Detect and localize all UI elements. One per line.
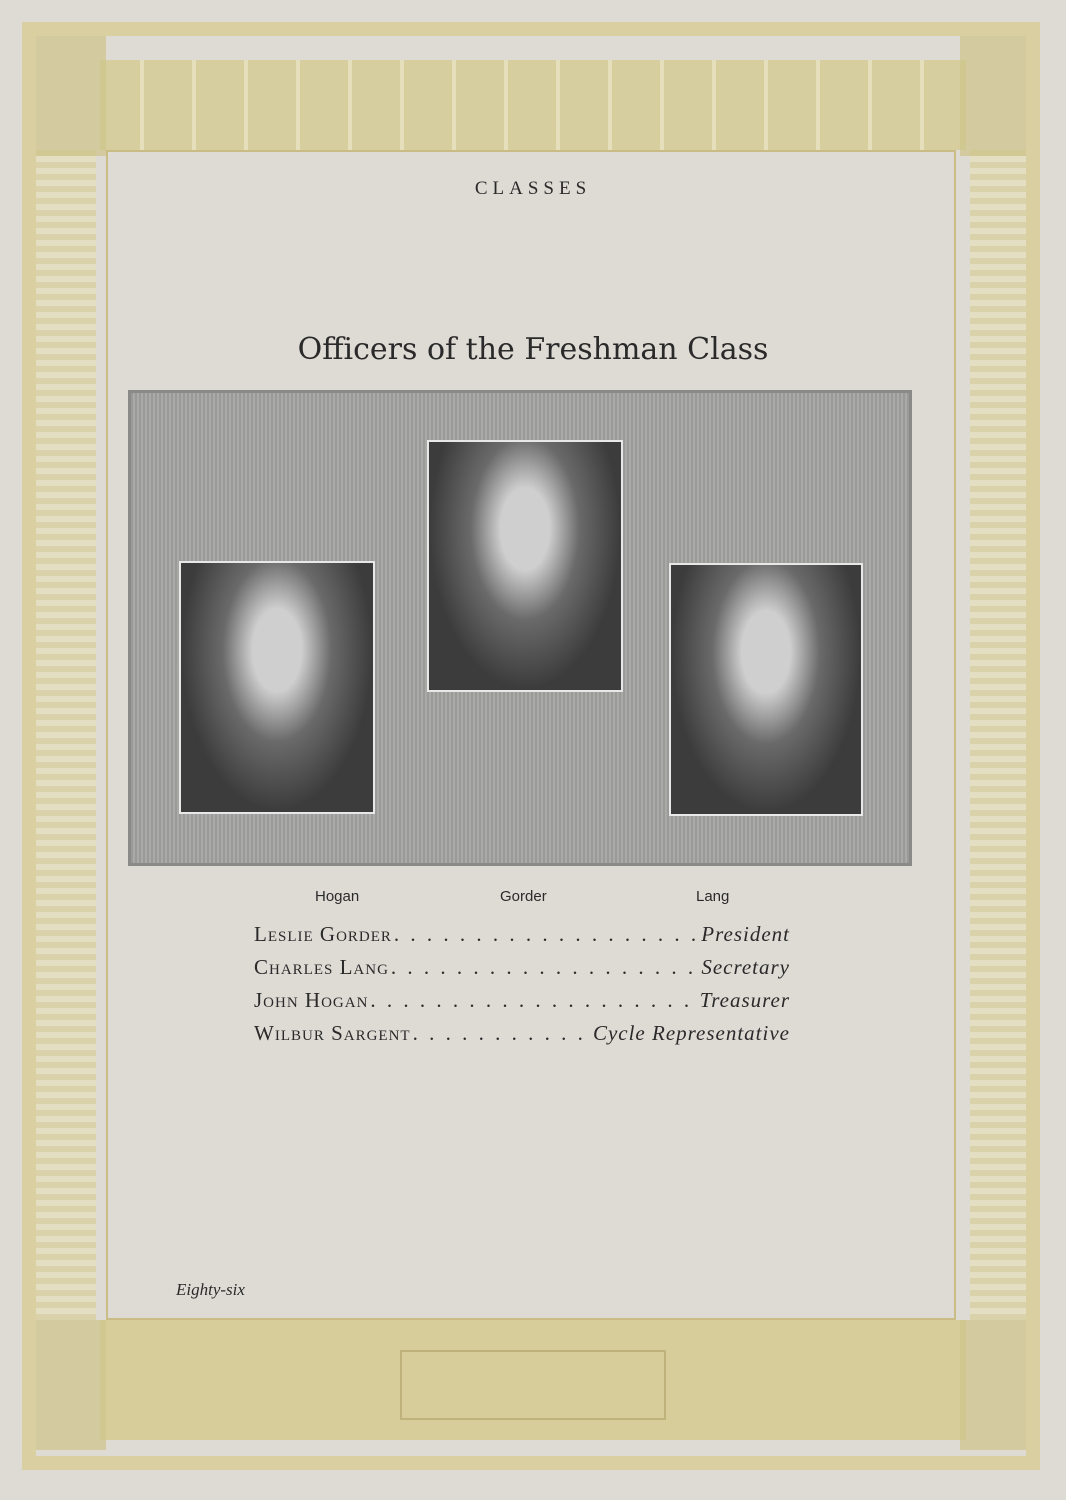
leader-dots (368, 988, 699, 1013)
section-heading: CLASSES (474, 178, 592, 199)
officer-row (254, 1021, 790, 1054)
officer-row (254, 922, 790, 955)
officer-role: Secretary (701, 955, 790, 979)
officer-row (254, 955, 790, 988)
officer-role: Treasurer (699, 988, 790, 1012)
portrait-gorder (427, 440, 623, 692)
leader-dots (389, 955, 701, 980)
officer-name: John Hogan (254, 988, 369, 1012)
officer-role: President (701, 922, 790, 946)
leader-dots (392, 922, 701, 947)
photo-panel (128, 390, 912, 866)
caption-lang: Lang (696, 888, 730, 905)
officer-role: Cycle Representative (592, 1021, 790, 1045)
officer-name: Charles Lang (254, 955, 389, 979)
caption-gorder: Gorder (500, 888, 547, 905)
officer-name: Leslie Gorder (254, 922, 392, 946)
portrait-hogan (179, 561, 375, 814)
leader-dots (411, 1021, 593, 1046)
page-title: Officers of the Freshman Class (297, 332, 769, 367)
officers-list (254, 922, 790, 1054)
cycle-logo (400, 1350, 666, 1420)
page-number: Eighty-six (176, 1280, 245, 1299)
portrait-lang (669, 563, 863, 816)
caption-hogan: Hogan (315, 888, 360, 905)
officer-row (254, 988, 790, 1021)
officer-name: Wilbur Sargent (254, 1021, 411, 1045)
